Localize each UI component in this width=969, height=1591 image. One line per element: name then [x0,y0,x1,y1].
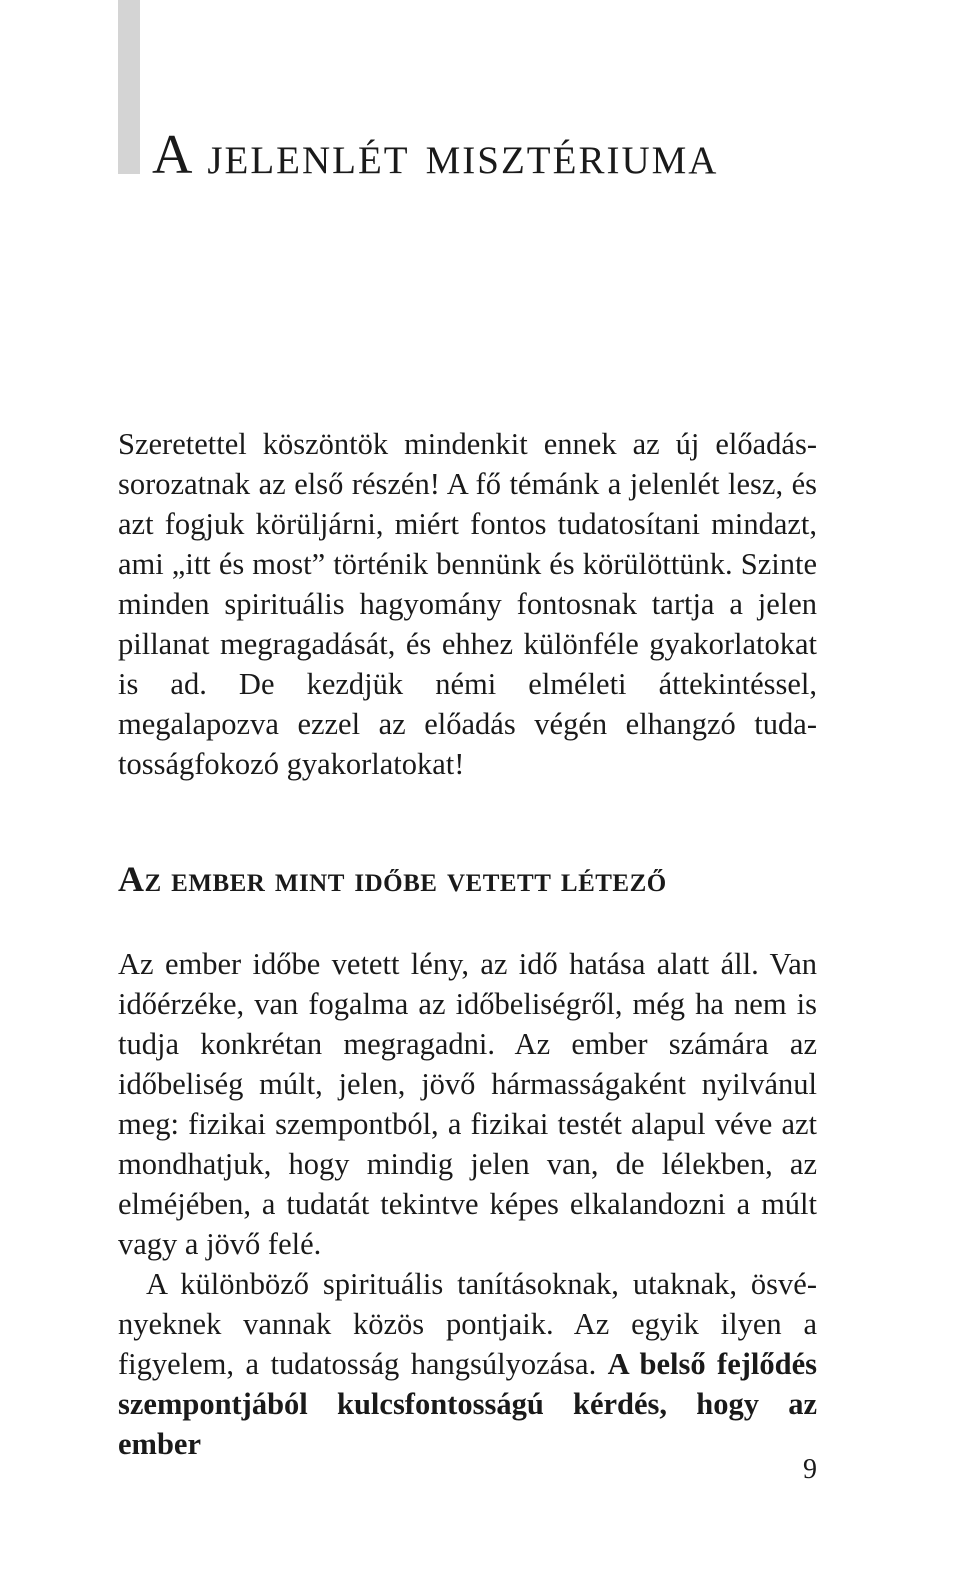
page-number: 9 [803,1454,817,1485]
section-paragraph-1: Az ember időbe vetett lény, az idő hatása alatt áll. Van időérzéke, van fogalma az időbeliségről, még ha nem is tudja konkrétan megragadni. Az ember számára az időbeliség múlt, jelen, jövő hármasságaként nyilvánul meg: fizikai szempontból, a fizikai testét alapul véve azt mondhatjuk, hogy mindig jelen van, de lélekben, az elméjében, a tudatát tekintve képes elkalandozni a múlt vagy a jövő felé. [118,947,817,1261]
intro-paragraph: Szeretettel köszöntök mindenkit ennek az új előadássorozatnak az első részén! A fő témánk a jelenlét lesz, és azt fogjuk körüljárni, miért fontos tudatosítani mindazt, ami „itt és most” történik bennünk és körülöttünk. Szinte minden spirituális hagyomány fontosnak tartja a jelen pillanat megragadását, és ehhez különféle gyakorlatokat is ad. De kezdjük némi elméleti áttekintéssel, megalapozva ezzel az előadás végén elhangzó tudatosságfokozó gyakorlatokat! [118,427,817,781]
section-paragraph-2 [118,1264,817,1464]
paragraph-2-regular-text: A különböző spirituális tanításoknak, utaknak, ösvényeknek vannak közös pontjaik. Az egyik ilyen a figyelem, a tudatosság hangsúlyozása. [118,1267,817,1381]
section-heading: Az ember mint időbe vetett létező [118,859,667,899]
chapter-title: A jelenlét misztériuma [152,124,719,186]
paragraph-2-bold-text: A belső fejlődés szempontjából kulcsfontosságú kérdés, hogy az ember [118,1347,817,1461]
chapter-side-bar [118,0,140,174]
